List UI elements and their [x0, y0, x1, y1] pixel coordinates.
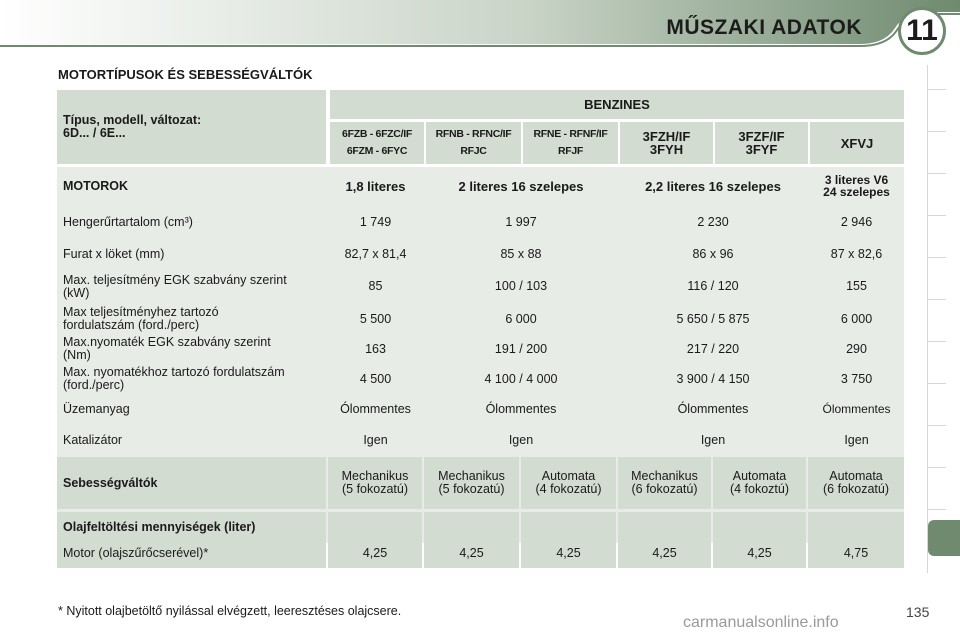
row-value: Ólommentes — [822, 402, 891, 416]
chapter-tab-divider — [928, 299, 946, 300]
row-value: Igen — [508, 433, 534, 447]
row-label: Max teljesítményhez tartozó fordulatszám (ford./perc) — [63, 305, 219, 332]
table-row — [57, 365, 904, 393]
chapter-tab-divider — [928, 173, 946, 174]
active-chapter-tab[interactable] — [928, 520, 960, 556]
footnote: * Nyitott olajbetöltő nyilással elvégzett, leeresztéses olajcsere. — [58, 604, 402, 618]
chapter-tab-divider — [928, 467, 946, 468]
oil-value-cell: 4,25 — [618, 512, 711, 568]
table-row — [57, 304, 904, 334]
engine-code-cell: 6FZB - 6FZC/IF 6FZM - 6FYC — [330, 122, 424, 164]
page-header — [0, 0, 960, 62]
gearbox-row — [57, 457, 904, 509]
gearbox-cell: Automata (4 fokoztú) — [713, 457, 806, 509]
fuel-header: BENZINES — [330, 90, 904, 119]
engine-code-cell: 3FZH/IF 3FYH — [620, 122, 713, 164]
row-value: 4 100 / 4 000 — [484, 371, 558, 386]
type-label: Típus, modell, változat: 6D... / 6E... — [57, 90, 326, 164]
row-value: 6 000 — [840, 311, 873, 326]
row-value: Igen — [844, 433, 869, 447]
gearbox-cell: Automata (4 fokozatú) — [521, 457, 616, 509]
motor-cell: 3 literes V6 24 szelepes — [823, 173, 890, 199]
table-row — [57, 335, 904, 363]
table-row — [57, 271, 904, 302]
row-value: Ólommentes — [485, 402, 557, 416]
engine-code-cell: 3FZF/IF 3FYF — [715, 122, 808, 164]
gearbox-cell: Mechanikus (5 fokozatú) — [424, 457, 519, 509]
row-label: Üzemanyag — [63, 402, 130, 416]
row-value: 1 749 — [359, 215, 392, 229]
oil-value-cell: 4,25 — [521, 512, 616, 568]
gearbox-cell: Mechanikus (5 fokozatú) — [328, 457, 422, 509]
page-number: 135 — [906, 604, 930, 620]
row-value: 5 500 — [359, 311, 392, 326]
gearbox-label: Sebességváltók — [57, 457, 326, 509]
row-value: 82,7 x 81,4 — [344, 247, 407, 261]
row-value: 86 x 96 — [692, 247, 734, 261]
motor-cell: 1,8 literes — [345, 178, 406, 194]
gearbox-cell: Automata (6 fokozatú) — [808, 457, 904, 509]
chapter-number-badge: 11 — [898, 7, 946, 55]
row-value: 217 / 220 — [686, 341, 740, 356]
chapter-tab-divider — [928, 89, 946, 90]
chapter-tabs — [927, 65, 946, 573]
chapter-tab-divider — [928, 341, 946, 342]
row-value: Ólommentes — [677, 402, 749, 416]
row-value: Igen — [363, 433, 388, 447]
row-value: 6 000 — [505, 311, 537, 326]
table-row — [57, 426, 904, 455]
chapter-tab-divider — [928, 509, 946, 510]
oil-label: Olajfeltöltési mennyiségek (liter) — [63, 520, 256, 534]
row-label: Max. nyomatékhoz tartozó fordulatszám (ford./perc) — [63, 365, 285, 392]
row-value: 3 900 / 4 150 — [676, 371, 750, 386]
chapter-tab-divider — [928, 383, 946, 384]
motor-cell: 2 literes 16 szelepes — [458, 178, 584, 194]
row-value: 85 x 88 — [500, 247, 542, 261]
row-value: 85 — [368, 279, 383, 293]
gearbox-cell: Mechanikus (6 fokozatú) — [618, 457, 711, 509]
watermark: carmanualsonline.info — [683, 614, 839, 631]
table-row — [57, 208, 904, 237]
engine-code-cell: RFNE - RFNF/IF RFJF — [523, 122, 618, 164]
table-header-row — [57, 90, 904, 164]
motors-row — [57, 169, 904, 203]
row-value: 2 946 — [840, 215, 873, 229]
engine-code-cell: XFVJ — [810, 122, 904, 164]
row-value: 100 / 103 — [494, 279, 548, 293]
motors-label: MOTOROK — [63, 178, 129, 193]
row-value: 163 — [365, 341, 386, 356]
row-value: 87 x 82,6 — [830, 247, 883, 261]
table-row — [57, 395, 904, 424]
chapter-tab-divider — [928, 131, 946, 132]
row-value: 290 — [846, 341, 867, 356]
row-label: Furat x löket (mm) — [63, 247, 165, 261]
motor-cell: 2,2 literes 16 szelepes — [645, 178, 781, 194]
oil-value-cell: 4,25 — [424, 512, 519, 568]
oil-value-cell: 4,25 — [328, 512, 422, 568]
oil-row — [57, 512, 904, 568]
row-value: Igen — [700, 433, 726, 447]
chapter-tab-divider — [928, 257, 946, 258]
engine-code-cell: RFNB - RFNC/IF RFJC — [426, 122, 521, 164]
oil-sub-label: Motor (olajszűrőcserével)* — [63, 546, 209, 560]
row-value: 116 / 120 — [687, 279, 739, 293]
chapter-tab-divider — [928, 425, 946, 426]
row-value: 3 750 — [840, 371, 873, 386]
section-title: MOTORTÍPUSOK ÉS SEBESSÉGVÁLTÓK — [58, 67, 313, 82]
chapter-title: MŰSZAKI ADATOK — [666, 16, 862, 39]
row-value: 2 230 — [697, 215, 729, 229]
row-label: Max.nyomaték EGK szabvány szerint (Nm) — [63, 335, 271, 362]
row-value: 4 500 — [359, 371, 392, 386]
row-value: 155 — [846, 279, 867, 293]
chapter-tab-divider — [928, 215, 946, 216]
table-row — [57, 240, 904, 269]
row-label: Katalizátor — [63, 433, 123, 447]
row-value: Ólommentes — [340, 402, 411, 416]
oil-value-cell: 4,75 — [808, 512, 904, 568]
oil-value-cell: 4,25 — [713, 512, 806, 568]
row-value: 5 650 / 5 875 — [676, 311, 750, 326]
row-label: Hengerűrtartalom (cm³) — [63, 215, 193, 229]
row-label: Max. teljesítmény EGK szabvány szerint (kW) — [63, 272, 287, 300]
row-value: 1 997 — [505, 215, 537, 229]
row-value: 191 / 200 — [494, 341, 548, 356]
